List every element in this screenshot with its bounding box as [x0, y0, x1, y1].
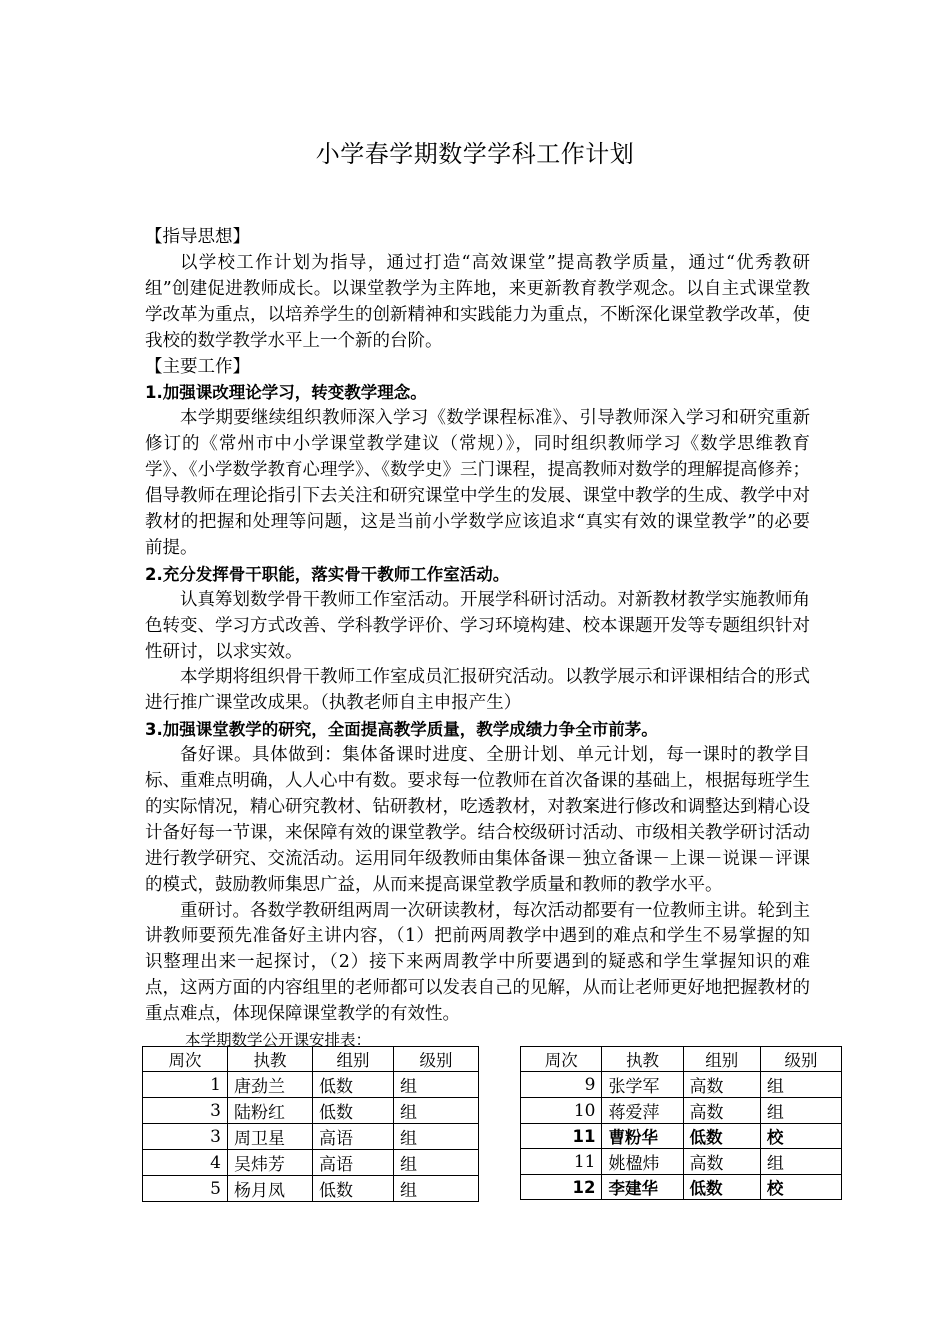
header-teacher: 执教 — [228, 1047, 313, 1072]
schedule-tables — [142, 1046, 842, 1202]
table-header-row — [521, 1047, 842, 1072]
cell-level: 校 — [760, 1175, 841, 1200]
cell-week: 3 — [143, 1098, 228, 1124]
cell-teacher: 李建华 — [602, 1175, 683, 1200]
cell-level: 组 — [394, 1176, 479, 1202]
table-row — [143, 1176, 479, 1202]
cell-week: 11 — [521, 1149, 602, 1175]
cell-level: 组 — [394, 1150, 479, 1176]
header-level: 级别 — [760, 1047, 841, 1072]
table-row — [143, 1098, 479, 1124]
cell-teacher: 姚楹炜 — [602, 1149, 683, 1175]
document-title: 小学春学期数学学科工作计划 — [315, 140, 635, 168]
table-row — [143, 1150, 479, 1176]
header-level: 级别 — [394, 1047, 479, 1072]
cell-teacher: 蒋爱萍 — [602, 1098, 683, 1124]
cell-week: 12 — [521, 1175, 602, 1200]
cell-teacher: 唐劲兰 — [228, 1072, 313, 1098]
cell-group: 高数 — [683, 1072, 760, 1098]
table-row — [143, 1124, 479, 1150]
table-row — [521, 1175, 842, 1200]
cell-week: 11 — [521, 1124, 602, 1149]
header-teacher: 执教 — [602, 1047, 683, 1072]
cell-group: 高数 — [683, 1098, 760, 1124]
table-row — [521, 1098, 842, 1124]
table-row — [521, 1149, 842, 1175]
cell-teacher: 周卫星 — [228, 1124, 313, 1150]
item1-title: 1.加强课改理论学习，转变教学理念。 — [145, 383, 427, 403]
item3-paragraph-2: 重研讨。各数学教研组两周一次研读教材，每次活动都要有一位教师主讲。轮到主讲教师要预先准备好主讲内容，（1）把前两周教学中遇到的难点和学生不易掌握的知识整理出来一起探讨，（2）接下来两周教学中所要遇到的疑惑和学生掌握知识的难点，这两方面的内容组里的老师都可以发表自己的见解，从而让老师更好地把握教材的重点难点，体现保障课堂教学的有效性。 — [145, 900, 810, 1025]
cell-week: 4 — [143, 1150, 228, 1176]
cell-level: 校 — [760, 1124, 841, 1149]
table-row — [521, 1124, 842, 1149]
cell-group: 低数 — [313, 1176, 394, 1202]
schedule-table-right — [520, 1046, 842, 1200]
cell-group: 高语 — [313, 1124, 394, 1150]
item2-paragraph-2: 本学期将组织骨干教师工作室成员汇报研究活动。以教学展示和评课相结合的形式进行推广课堂改成果。（执教老师自主申报产生） — [145, 667, 810, 714]
item2-paragraph-1: 认真筹划数学骨干教师工作室活动。开展学科研讨活动。对新教材教学实施教师角色转变、学习方式改善、学科教学评价、学习环境构建、校本课题开发等专题组织针对性研讨，以求实效。 — [145, 589, 810, 662]
cell-level: 组 — [760, 1072, 841, 1098]
cell-group: 低数 — [683, 1175, 760, 1200]
table-row — [521, 1072, 842, 1098]
section-header-main: 【主要工作】 — [145, 356, 250, 377]
cell-week: 9 — [521, 1072, 602, 1098]
cell-teacher: 曹粉华 — [602, 1124, 683, 1149]
cell-teacher: 杨月凤 — [228, 1176, 313, 1202]
item1-paragraph: 本学期要继续组织教师深入学习《数学课程标准》、引导教师深入学习和研究重新修订的《常州市中小学课堂教学建议（常规）》，同时组织教师学习《数学思维教育学》、《小学数学教育心理学》、《数学史》三门课程，提高教师对数学的理解提高修养；倡导教师在理论指引下去关注和研究课堂中学生的发展、课堂中教学的生成、教学中对教材的把握和处理等问题，这是当前小学数学应该追求“真实有效的课堂教学”的必要前提。 — [145, 408, 810, 558]
paragraph-guiding: 以学校工作计划为指导，通过打造“高效课堂”提高教学质量，通过“优秀教研组”创建促进教师成长。以课堂教学为主阵地，来更新教育教学观念。以自主式课堂教学改革为重点，以培养学生的创新精神和实践能力为重点，不断深化课堂教学改革，使我校的数学教学水平上一个新的台阶。 — [145, 252, 810, 351]
cell-group: 低数 — [683, 1124, 760, 1149]
cell-group: 低数 — [313, 1072, 394, 1098]
cell-level: 组 — [394, 1098, 479, 1124]
item3-title: 3.加强课堂教学的研究，全面提高教学质量，教学成绩力争全市前茅。 — [145, 720, 658, 740]
cell-teacher: 陆粉红 — [228, 1098, 313, 1124]
schedule-table-left — [142, 1046, 479, 1202]
item3-paragraph-1: 备好课。具体做到：集体备课时进度、全册计划、单元计划，每一课时的教学目标、重难点明确，人人心中有数。要求每一位教师在首次备课的基础上，根据每班学生的实际情况，精心研究教材、钻研教材，吃透教材，对教案进行修改和调整达到精心设计备好每一节课，来保障有效的课堂教学。结合校级研讨活动、市级相关教学研讨活动进行教学研究、交流活动。运用同年级教师由集体备课－独立备课－上课－说课－评课的模式，鼓励教师集思广益，从而来提高课堂教学质量和教师的教学水平。 — [145, 745, 810, 895]
cell-level: 组 — [760, 1098, 841, 1124]
cell-level: 组 — [760, 1149, 841, 1175]
item2-title: 2.充分发挥骨干职能，落实骨干教师工作室活动。 — [145, 564, 510, 584]
cell-group: 高数 — [683, 1149, 760, 1175]
header-week: 周次 — [143, 1047, 228, 1072]
header-week: 周次 — [521, 1047, 602, 1072]
cell-week: 5 — [143, 1176, 228, 1202]
cell-level: 组 — [394, 1072, 479, 1098]
section-header-guiding: 【指导思想】 — [145, 227, 250, 247]
cell-teacher: 吴炜芳 — [228, 1150, 313, 1176]
cell-teacher: 张学军 — [602, 1072, 683, 1098]
table-row — [143, 1072, 479, 1098]
table-header-row — [143, 1047, 479, 1072]
header-group: 组别 — [313, 1047, 394, 1072]
cell-week: 3 — [143, 1124, 228, 1150]
header-group: 组别 — [683, 1047, 760, 1072]
cell-level: 组 — [394, 1124, 479, 1150]
cell-week: 1 — [143, 1072, 228, 1098]
table-caption: 本学期数学公开课安排表： — [185, 1031, 372, 1050]
cell-week: 10 — [521, 1098, 602, 1124]
document-body — [145, 225, 810, 1054]
cell-group: 高语 — [313, 1150, 394, 1176]
cell-group: 低数 — [313, 1098, 394, 1124]
